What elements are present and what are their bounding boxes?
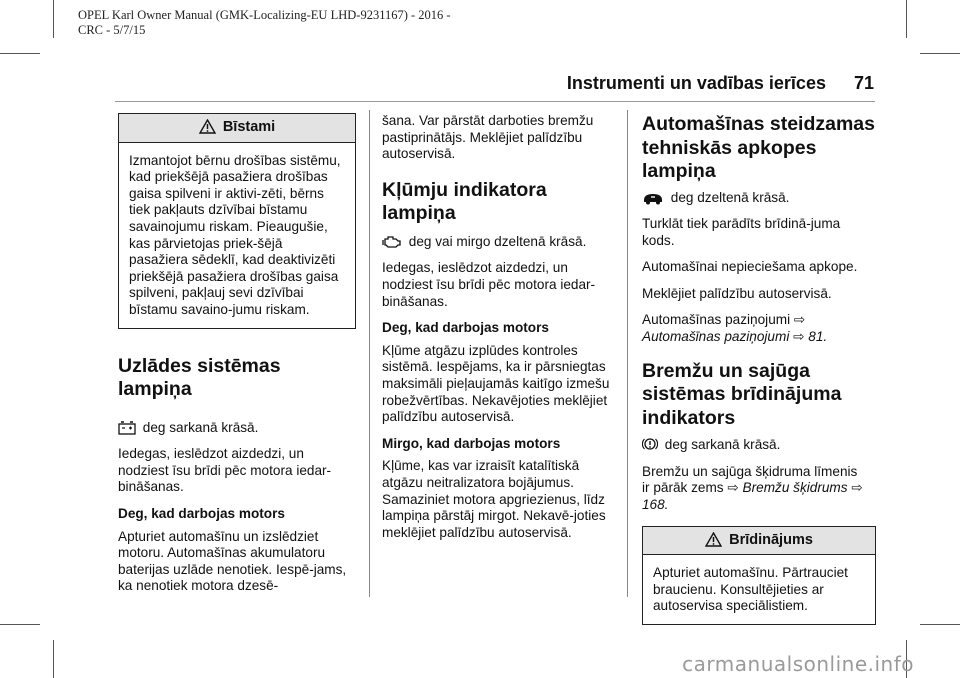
ref-prefix: Automašīnas paziņojumi	[642, 312, 791, 328]
malfunction-lamp-p2: Kļūme atgāzu izplūdes kontroles sistēmā. Iespējams, ka ir pārsniegtas maksimāli pieļaujamās kaitīgo izmešu robežvērtības. Nekavējoties meklējiet palīdzību autoservisā.	[382, 342, 610, 425]
watermark: carmanualsonline.info	[682, 652, 914, 676]
service-lamp-color-text: deg dzeltenā krāsā.	[670, 189, 790, 205]
charging-lamp-p2: Apturiet automašīnu un izslēdziet motoru. Automašīnas akumulatoru baterijas uzlāde nenotiek. Iespē-jams, ka nenotiek motora dzesē-	[118, 528, 347, 594]
crop-mark	[53, 640, 54, 678]
page-heading	[567, 73, 874, 94]
caution-title-text: Brīdinājums	[729, 531, 813, 548]
ref-page: 81.	[808, 329, 828, 345]
brake-indicator-color-text: deg sarkanā krāsā.	[664, 437, 781, 453]
malfunction-lamp-p3: Kļūme, kas var izraisīt katalītiskā atgāzu neitralizatora bojājumus. Samaziniet motora apgriezienus, līdz lampiņa pārstāj mirgot. Nekavē-joties meklējiet palīdzību autoservisā.	[382, 458, 606, 540]
service-lamp-heading: Automašīnas steidzamas tehniskās apkopes lampiņa	[642, 113, 876, 182]
crop-mark	[920, 53, 960, 54]
charging-lamp-heading: Uzlādes sistēmas lampiņa	[118, 354, 281, 401]
malfunction-lamp-heading: Kļūmju indikatora lampiņa	[382, 178, 547, 225]
service-lamp-icon-line	[642, 190, 876, 207]
charging-lamp-icon-line	[118, 420, 356, 437]
danger-title-text: Bīstami	[222, 119, 276, 135]
ref-arrow-icon: ⇨	[793, 312, 806, 328]
brake-indicator-icon-line	[642, 436, 876, 454]
service-lamp-p2: Automašīnai nepieciešama apkope.	[642, 259, 858, 275]
car-wrench-icon	[642, 191, 664, 205]
caution-box	[642, 526, 876, 625]
document-header-line1: OPEL Karl Owner Manual (GMK-Localizing-EU LHD-9231167) - 2016 -	[78, 8, 451, 22]
column-1	[118, 113, 356, 605]
crop-mark	[0, 53, 40, 54]
caution-text: Apturiet automašīnu. Pārtrauciet braucienu. Konsultējieties ar autoservisa speciālistiem.	[653, 565, 848, 614]
brake-indicator-p1	[642, 464, 876, 514]
battery-icon	[118, 421, 136, 435]
caution-box-title	[643, 527, 875, 556]
col2-continued-text: šana. Var pārstāt darboties bremžu pastiprinātājs. Meklējiet palīdzību autoservisā.	[382, 113, 594, 162]
malfunction-lamp-p1: Iedegas, ieslēdzot aizdedzi, un nodziest īsu brīdi pēc motora iedar-bināšanas.	[382, 260, 596, 309]
charging-lamp-p1: Iedegas, ieslēdzot aizdedzi, un nodziest īsu brīdi pēc motora iedar-bināšanas.	[118, 446, 332, 495]
column-divider	[369, 110, 370, 597]
brake-indicator-heading: Bremžu un sajūga sistēmas brīdinājuma indikators	[642, 359, 842, 429]
ref-link-vehicle-messages[interactable]: Automašīnas paziņojumi	[642, 329, 790, 345]
crop-mark	[53, 0, 54, 38]
charging-lamp-subheading: Deg, kad darbojas motors	[118, 505, 285, 521]
warning-triangle-icon	[199, 119, 216, 134]
danger-box-title	[119, 114, 355, 143]
column-2	[382, 113, 614, 551]
column-divider	[627, 110, 628, 597]
crop-mark	[920, 624, 960, 625]
danger-text: Izmantojot bērnu drošības sistēmu, kad priekšējā pasažiera drošības gaisa spilveni ir aktivi-zēti, bērns tiek pakļauts dzīvībai bīstamu savainojumu riskam. Pieaugušie, kas pārvietojas priek-šējā pasažiera sēdeklī, kad deaktivizēti priekšējā pasažiera drošības gaisa spilveni, pakļauj sevi dzīvībai bīstamu savaino-jumu riskam.	[129, 152, 341, 317]
page-number: 71	[853, 73, 874, 93]
service-lamp-p1: Turklāt tiek parādīts brīdinā-juma kods.	[642, 216, 841, 248]
engine-icon	[382, 234, 402, 249]
charging-lamp-color-text: deg sarkanā krāsā.	[142, 419, 259, 435]
service-lamp-p3: Meklējiet palīdzību autoservisā.	[642, 285, 832, 301]
ref-page: 168.	[642, 496, 669, 512]
malfunction-lamp-color-text: deg vai mirgo dzeltenā krāsā.	[408, 233, 587, 249]
ref-arrow-icon: ⇨	[727, 480, 739, 496]
column-3	[642, 113, 876, 625]
malfunction-sub1: Deg, kad darbojas motors	[382, 320, 549, 336]
malfunction-sub2: Mirgo, kad darbojas motors	[382, 435, 561, 451]
ref-link-brake-fluid[interactable]: Bremžu šķidrums	[742, 480, 848, 496]
warning-triangle-icon	[705, 532, 722, 547]
malfunction-lamp-icon-line	[382, 234, 614, 251]
danger-box	[118, 113, 356, 329]
ref-arrow-icon: ⇨	[851, 480, 863, 496]
header-rule	[115, 101, 875, 102]
document-header	[78, 8, 451, 38]
brake-fluid-ref-prefix: ir pārāk zems	[642, 480, 724, 496]
brake-fluid-text: Bremžu un sajūga šķidruma līmenis	[642, 463, 858, 479]
brake-warning-icon	[642, 436, 658, 452]
crop-mark	[906, 0, 907, 38]
ref-arrow-icon: ⇨	[793, 329, 805, 345]
section-title: Instrumenti un vadības ierīces	[566, 73, 826, 93]
document-header-line2: CRC - 5/7/15	[78, 23, 146, 37]
service-lamp-ref	[642, 312, 876, 345]
crop-mark	[0, 624, 40, 625]
